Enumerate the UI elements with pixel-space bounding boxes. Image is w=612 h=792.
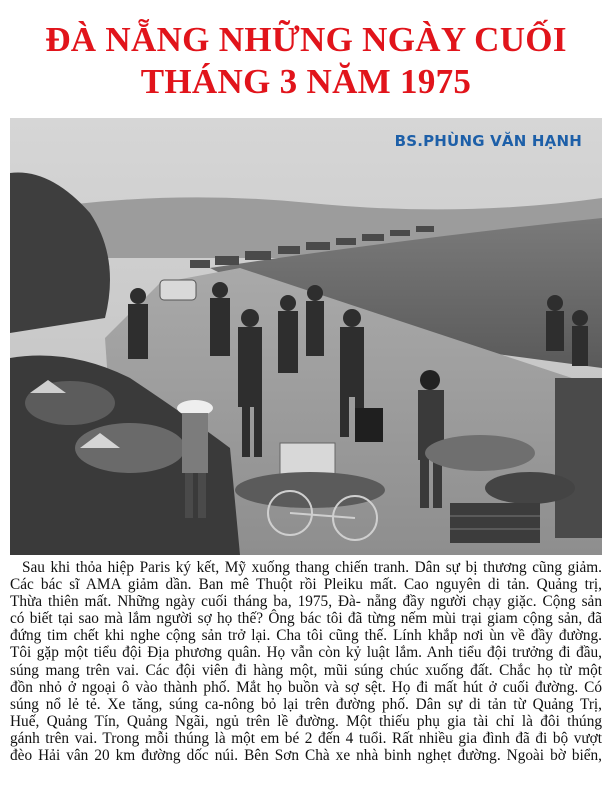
paragraph-line: đèo Hải vân 20 km đường dốc núi. Bên Sơn Chà xe nhà binh nghẹt đường. Ngoài bờ biển, xyxy=(10,747,602,765)
author-byline: BS.PHÙNG VĂN HẠNH xyxy=(394,132,582,150)
paragraph-line: súng mang trên vai. Các đội viên đi hàng một, mũi súng chúc xuống đất. Chắc họ từ một xyxy=(10,661,602,679)
paragraph-line: đứng tim chết khi nghe cộng sản trở lại. Cha tôi cũng thế. Lính khắp nơi ùn về đầy đường. xyxy=(10,627,602,645)
paragraph-line: Sau khi thỏa hiệp Paris ký kết, Mỹ xuống thang chiến tranh. Dân sự bị thương cũng giảm. xyxy=(22,559,602,576)
paragraph-line: Huế, Quảng Tín, Quảng Ngãi, ngủ trên lề đường. Một thiếu phụ gia tài chỉ là đôi thúng xyxy=(10,712,602,730)
paragraph-line: đồn nhỏ ở ngoại ô vào thành phố. Mắt họ buồn và sợ sệt. Họ đi mất hút ở cuối đường. Có xyxy=(10,678,602,696)
article-title-line-1: ĐÀ NẴNG NHỮNG NGÀY CUỐI xyxy=(45,20,567,59)
article-title-line-2: THÁNG 3 NĂM 1975 xyxy=(140,62,472,101)
paragraph-line: súng nổ lẻ tẻ. Xe tăng, súng ca-nông bỏ lại trên đường phố. Dân sự di tản từ Quảng Trị, xyxy=(10,695,602,713)
photo-illustration xyxy=(10,118,602,555)
article-body xyxy=(10,559,602,764)
paragraph-line: Các bác sĩ AMA giảm dần. Ban mê Thuột rồi Pleiku mất. Cao nguyên di tản. Quảng trị, xyxy=(10,576,602,594)
historical-photo xyxy=(10,118,602,555)
paragraph-line: có biết tại sao mà lắm người sợ họ thế? Ông bác tôi đã từng nếm mùi trại giam cộng sản, đã xyxy=(10,610,602,628)
paragraph-line: Tôi gặp một tiểu đội Địa phương quân. Họ vẫn còn kỷ luật lắm. Anh tiểu đội trưởng đi đầu, xyxy=(10,644,602,662)
paragraph-line: gánh trên vai. Trong mỗi thúng là một em bé 2 đến 4 tuổi. Rất nhiều gia đình đã đi bộ vượt xyxy=(10,729,602,747)
paragraph-line: Thừa thiên mất. Những ngày cuối tháng ba, 1975, Đà- nẵng đầy người chạy giặc. Cộng sản xyxy=(10,593,602,611)
